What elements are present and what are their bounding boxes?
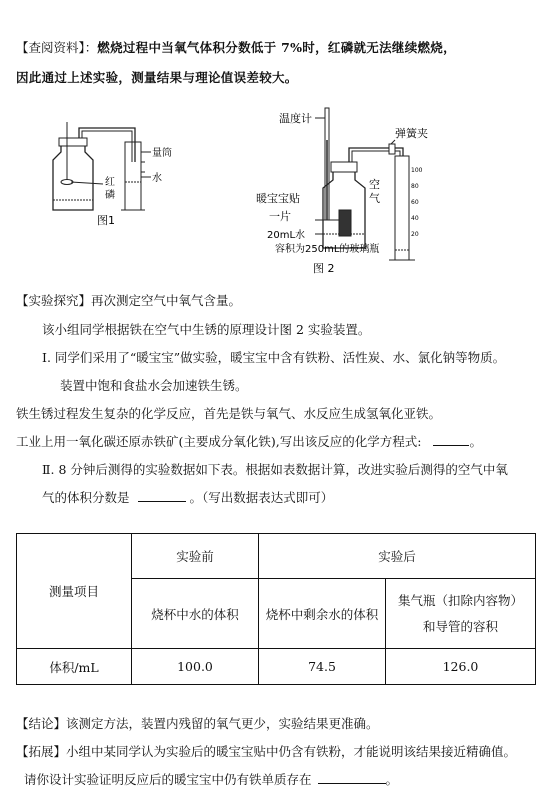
cell-bottle-line2: 和导管的容积 xyxy=(422,618,498,634)
figure1-diagram xyxy=(45,122,205,227)
conclusion xyxy=(16,714,379,732)
fig2-label-thermometer: 温度计 xyxy=(279,112,312,125)
fig2-label-clamp: 弹簧夹 xyxy=(395,127,428,140)
equation-answer-blank[interactable] xyxy=(433,433,469,446)
fig1-label-phosphorus-2: 磷 xyxy=(105,190,115,201)
fig1-caption: 图1 xyxy=(97,214,115,227)
oxygen-fraction-answer-blank[interactable] xyxy=(138,489,186,502)
fig2-caption: 图 2 xyxy=(313,262,335,275)
item2-text-b: 。（写出数据表达式即可） xyxy=(189,490,334,505)
fig2-tick-20: 20 xyxy=(411,231,419,238)
figure2-diagram xyxy=(245,100,445,280)
fig2-tick-40: 40 xyxy=(411,215,419,222)
fig2-tick-60: 60 xyxy=(411,199,419,206)
fig1-label-cylinder: 量筒 xyxy=(152,148,172,159)
conclusion-tag: 【结论】 xyxy=(16,716,67,731)
extension-tag: 【拓展】 xyxy=(16,744,67,759)
value-bottle: 126.0 xyxy=(386,649,536,685)
item1-line1: Ⅰ. 同学们采用了“暖宝宝”做实验，暖宝宝中含有铁粉、活性炭、水、氯化钠等物质。 xyxy=(42,350,506,365)
fig1-label-water: 水 xyxy=(152,173,162,184)
fig2-label-volume: 容积为250mL的玻璃瓶 xyxy=(275,244,380,255)
header-before: 实验前 xyxy=(132,534,259,579)
extension-line1 xyxy=(16,742,516,760)
reference-note-line1 xyxy=(16,38,456,56)
explore-tag: 【实验探究】 xyxy=(16,293,92,308)
fig2-label-air-2: 气 xyxy=(369,192,380,205)
cell-remaining-water-volume: 烧杯中剩余水的体积 xyxy=(259,579,386,649)
fig1-label-phosphorus-1: 红 xyxy=(105,177,115,188)
item2-line1: Ⅱ. 8 分钟后测得的实验数据如下表。根据如表数据计算，改进实验后测得的空气中氧 xyxy=(42,462,508,477)
cell-bottle-line1: 集气瓶（扣除内容物） xyxy=(397,592,523,608)
iron-proof-answer-blank[interactable] xyxy=(318,771,386,784)
header-measurement-item: 测量项目 xyxy=(17,534,132,649)
explore-title: 再次测定空气中氧气含量。 xyxy=(91,293,242,308)
extension-text: 小组中某同学认为实验后的暖宝宝贴中仍含有铁粉，才能说明该结果接近精确值。 xyxy=(66,744,517,759)
cell-bottle-volume xyxy=(386,579,536,649)
conclusion-text: 该测定方法，装置内残留的氧气更少，实验结果更准确。 xyxy=(66,716,379,731)
reference-text-2: 因此通过上述实验，测量结果与理论值误差较大。 xyxy=(16,70,298,85)
fig2-label-water: 20mL水 xyxy=(267,230,306,241)
value-remaining: 74.5 xyxy=(259,649,386,685)
rust-text: 铁生锈过程发生复杂的化学反应，首先是铁与氧气、水反应生成氢氧化亚铁。 xyxy=(16,406,442,421)
measurement-table xyxy=(16,533,536,685)
industry-text: 工业上用一氧化碳还原赤铁矿(主要成分氧化铁),写出该反应的化学方程式: xyxy=(16,434,422,449)
extension-line2 xyxy=(24,770,398,788)
explore-intro: 该小组同学根据铁在空气中生锈的原理设计图 2 实验装置。 xyxy=(42,322,371,337)
fig2-label-warmer-2: 一片 xyxy=(269,210,291,223)
item2-line2 xyxy=(42,488,333,506)
explore-heading xyxy=(16,291,241,309)
fig2-label-warmer-1: 暖宝宝贴 xyxy=(256,192,300,205)
row-label-volume: 体积/mL xyxy=(17,649,132,685)
fig2-tick-80: 80 xyxy=(411,183,419,190)
cell-beaker-water-volume: 烧杯中水的体积 xyxy=(132,579,259,649)
extension-question: 请你设计实验证明反应后的暖宝宝中仍有铁单质存在 xyxy=(24,772,312,787)
extension-period: 。 xyxy=(385,772,399,787)
fig2-label-air-1: 空 xyxy=(369,178,380,191)
fig2-tick-100: 100 xyxy=(411,167,423,174)
item2-text-a: 气的体积分数是 xyxy=(42,490,130,505)
reference-text-1: 燃烧过程中当氧气体积分数低于 7%时，红磷就无法继续燃烧， xyxy=(97,40,456,55)
reference-tag: 【查阅资料】： xyxy=(16,40,98,55)
header-after: 实验后 xyxy=(259,534,536,579)
industry-line: 工业上用一氧化碳还原赤铁矿(主要成分氧化铁),写出该反应的化学方程式: 。 xyxy=(16,434,482,449)
value-before: 100.0 xyxy=(132,649,259,685)
item1-line2: 装置中饱和食盐水会加速铁生锈。 xyxy=(60,378,248,393)
